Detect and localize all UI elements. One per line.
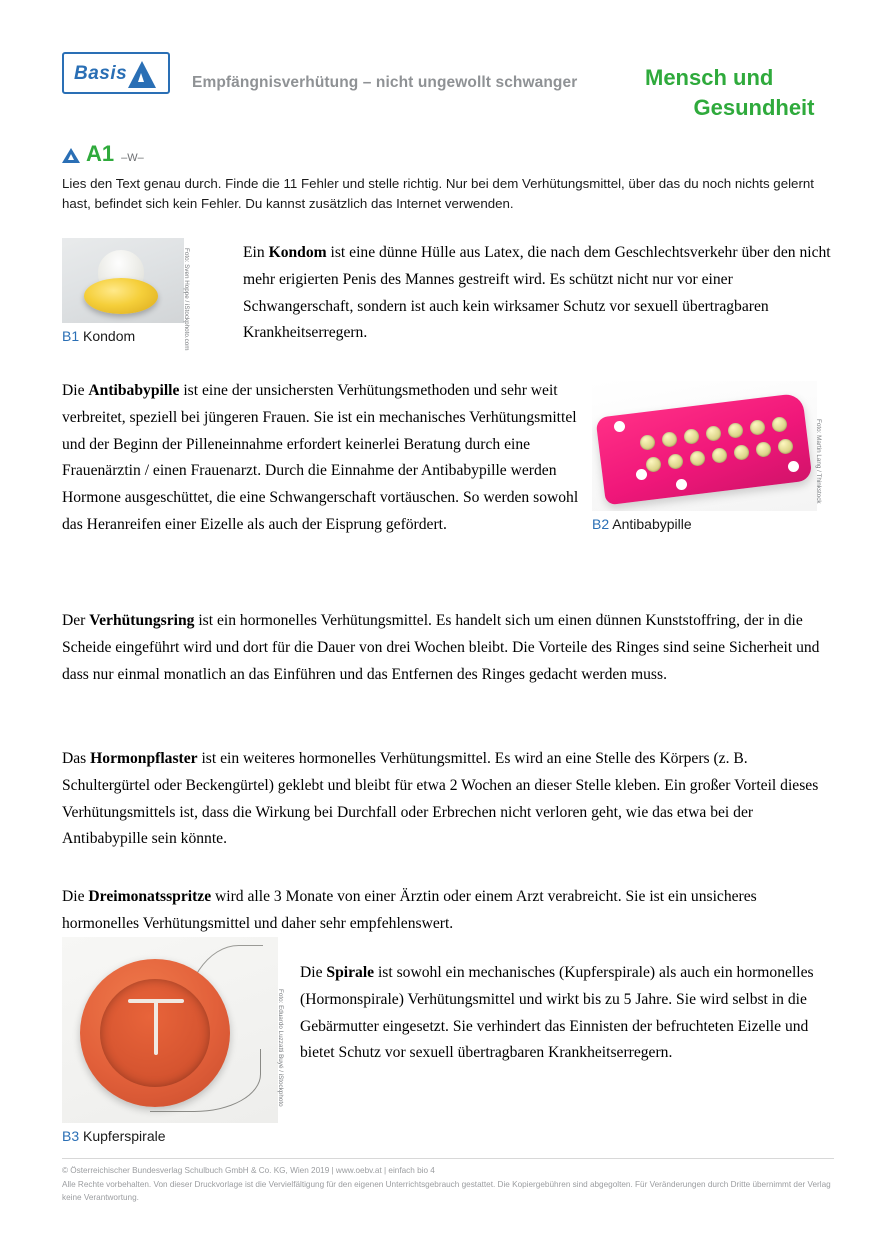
pill-dot	[668, 454, 683, 469]
pill-dot	[684, 429, 699, 444]
pill-dot	[772, 417, 787, 432]
pill-dot	[778, 439, 793, 454]
task-instruction: Lies den Text genau durch. Finde die 11 Fehler und stelle richtig. Nur bei dem Verhütungsmittel, über das du noch nichts gelernt hast, befindet sich kein Fehler. Du kannst zusätzlich das Internet verwenden.	[62, 176, 814, 212]
pill-hole	[636, 469, 647, 480]
paragraph-spritze-rest: wird alle 3 Monate von einer Ärztin oder einem Arzt verabreicht. Sie ist ein unsicheres hormonelles Verhütungsmittel und daher sehr empfehlenswert.	[62, 888, 757, 932]
pill-dot	[728, 423, 743, 438]
footer-divider	[62, 1158, 834, 1159]
kondom-image	[62, 238, 184, 323]
figure-spirale-credit: Foto: Eduardo Luzzatti Buyé / iStockphoto	[277, 989, 284, 1107]
antibabypille-image	[592, 381, 817, 511]
paragraph-kondom	[243, 240, 833, 347]
paragraph-ring-bold: Verhütungsring	[89, 612, 195, 629]
figure-pille-number: B2	[592, 516, 610, 532]
brand-line-2: Gesundheit	[693, 94, 815, 120]
paragraph-pille-bold: Antibabypille	[88, 382, 180, 399]
pill-dot	[750, 420, 765, 435]
basis-badge	[62, 52, 170, 94]
paragraph-ring-pre: Der	[62, 612, 90, 629]
page-title: Empfängnisverhütung – nicht ungewollt schwanger	[192, 74, 578, 91]
figure-spirale-number: B3	[62, 1128, 80, 1144]
paragraph-dreimonatsspritze	[62, 884, 834, 938]
brand-title	[645, 63, 845, 122]
paragraph-kondom-bold: Kondom	[268, 244, 327, 261]
pill-hole	[676, 479, 687, 490]
pill-dot	[706, 426, 721, 441]
paragraph-ring-rest: ist ein hormonelles Verhütungsmittel. Es handelt sich um einen dünnen Kunststoffring, der in die Scheide eingeführt wird und dort für die Dauer von drei Wochen bleibt. Die Vorteile des Ringes sind seine Sicherheit und dass nur einmal monatlich an das Einführen und das Entfernen des Ringes gedacht werden muss.	[62, 612, 820, 683]
paragraph-pille-rest: ist eine der unsichersten Verhütungsmethoden und sehr weit verbreitet, speziell bei jüngeren Frauen. Sie ist ein mechanisches Verhütungsmittel und der Beginn der Pilleneinnahme erfordert keinerlei Beratung durch eine Frauenärztin / einen Frauenarzt. Durch die Einnahme der Antibabypille werden Hormone ausgeschüttet, die eine Schwangerschaft vortäuschen. So werden sowohl das Heranreifen einer Eizelle als auch der Eisprung gefördert.	[62, 382, 579, 534]
paragraph-spritze-bold: Dreimonatsspritze	[88, 888, 212, 905]
spirale-stem-shape	[154, 999, 158, 1055]
paragraph-spirale-bold: Spirale	[326, 964, 375, 981]
pill-dot	[640, 435, 655, 450]
pill-dot	[662, 432, 677, 447]
brand-line-1: Mensch und	[645, 65, 774, 90]
kupferspirale-image	[62, 937, 278, 1123]
paragraph-spirale	[300, 960, 834, 1067]
paragraph-pflaster-rest: ist ein weiteres hormonelles Verhütungsmittel. Es wird an eine Stelle des Körpers (z. B. Schultergürtel oder Beckengürtel) geklebt und bleibt für etwa 2 Wochen an dieser Stelle kleben. Ein großer Vorteil dieses Verhütungsmittels ist, dass die Wirkung bei Durchfall oder Erbrechen nicht verloren geht, wie das etwa bei der Antibabypille sein könnte.	[62, 750, 819, 848]
paragraph-spirale-pre: Die	[300, 964, 327, 981]
figure-antibabypille	[592, 381, 822, 532]
triangle-icon	[62, 145, 80, 163]
figure-pille-caption	[592, 516, 817, 532]
spirale-arms-shape	[128, 999, 184, 1003]
figure-kupferspirale	[62, 937, 284, 1144]
paragraph-hormonpflaster	[62, 746, 834, 853]
figure-kondom-label: Kondom	[83, 328, 136, 344]
pill-dot	[756, 442, 771, 457]
figure-pille-label: Antibabypille	[612, 516, 692, 532]
paragraph-pille-pre: Die	[62, 382, 89, 399]
spirale-thread-lower	[150, 1049, 261, 1112]
figure-pille-credit: Foto: Martin Lang / Thinkstock	[815, 419, 822, 504]
paragraph-spirale-rest: ist sowohl ein mechanisches (Kupferspirale) als auch ein hormonelles (Hormonspirale) Verhütungsmittel und wirkt bis zu 5 Jahre. Sie wird selbst in die Gebärmutter eingesetzt. Sie verhindert das Einnisten der befruchteten Eizelle und bietet Schutz vor sexuell übertragbaren Krankheitserregern.	[300, 964, 814, 1062]
pill-dot	[690, 451, 705, 466]
pill-hole	[614, 421, 625, 432]
figure-spirale-caption	[62, 1128, 278, 1144]
pill-dot	[712, 448, 727, 463]
figure-kondom-credit: Foto: Sven Hoppe / iStockphoto.com	[183, 248, 190, 351]
task-header	[62, 141, 144, 167]
kondom-ring-shape	[84, 278, 158, 314]
basis-badge-label: Basis	[74, 63, 128, 84]
paragraph-kondom-pre: Ein	[243, 244, 269, 261]
paragraph-antibabypille	[62, 378, 582, 539]
pill-hole	[788, 461, 799, 472]
footer	[62, 1165, 834, 1204]
task-label: A1	[86, 141, 115, 166]
footer-copyright: © Österreichischer Bundesverlag Schulbuch GmbH & Co. KG, Wien 2019 | www.oebv.at | einfach bio 4	[62, 1166, 435, 1175]
paragraph-kondom-rest: ist eine dünne Hülle aus Latex, die nach dem Geschlechtsverkehr über den nicht mehr erigierten Penis des Mannes gestreift wird. Es schützt nicht nur vor einer Schwangerschaft, sondern ist auch kein wirksamer Schutz vor sexuell übertragbaren Krankheitserregern.	[243, 244, 831, 342]
paragraph-pflaster-pre: Das	[62, 750, 91, 767]
figure-spirale-label: Kupferspirale	[83, 1128, 166, 1144]
figure-kondom-caption	[62, 328, 184, 344]
paragraph-verhuetungsring	[62, 608, 834, 688]
figure-kondom-number: B1	[62, 328, 80, 344]
paragraph-spritze-pre: Die	[62, 888, 89, 905]
triangle-inner-icon	[138, 73, 144, 82]
task-sub-label: –W–	[121, 152, 144, 164]
pill-dot	[646, 457, 661, 472]
paragraph-pflaster-bold: Hormonpflaster	[90, 750, 198, 767]
footer-rights: Alle Rechte vorbehalten. Von dieser Druckvorlage ist die Vervielfältigung für den eigenen Unterrichtsgebrauch gestattet. Die Kopiergebühren sind abgegolten. Für Veränderungen durch Dritte übernimmt der Verlag keine Verantwortung.	[62, 1180, 831, 1202]
figure-kondom	[62, 238, 190, 351]
pill-dot	[734, 445, 749, 460]
